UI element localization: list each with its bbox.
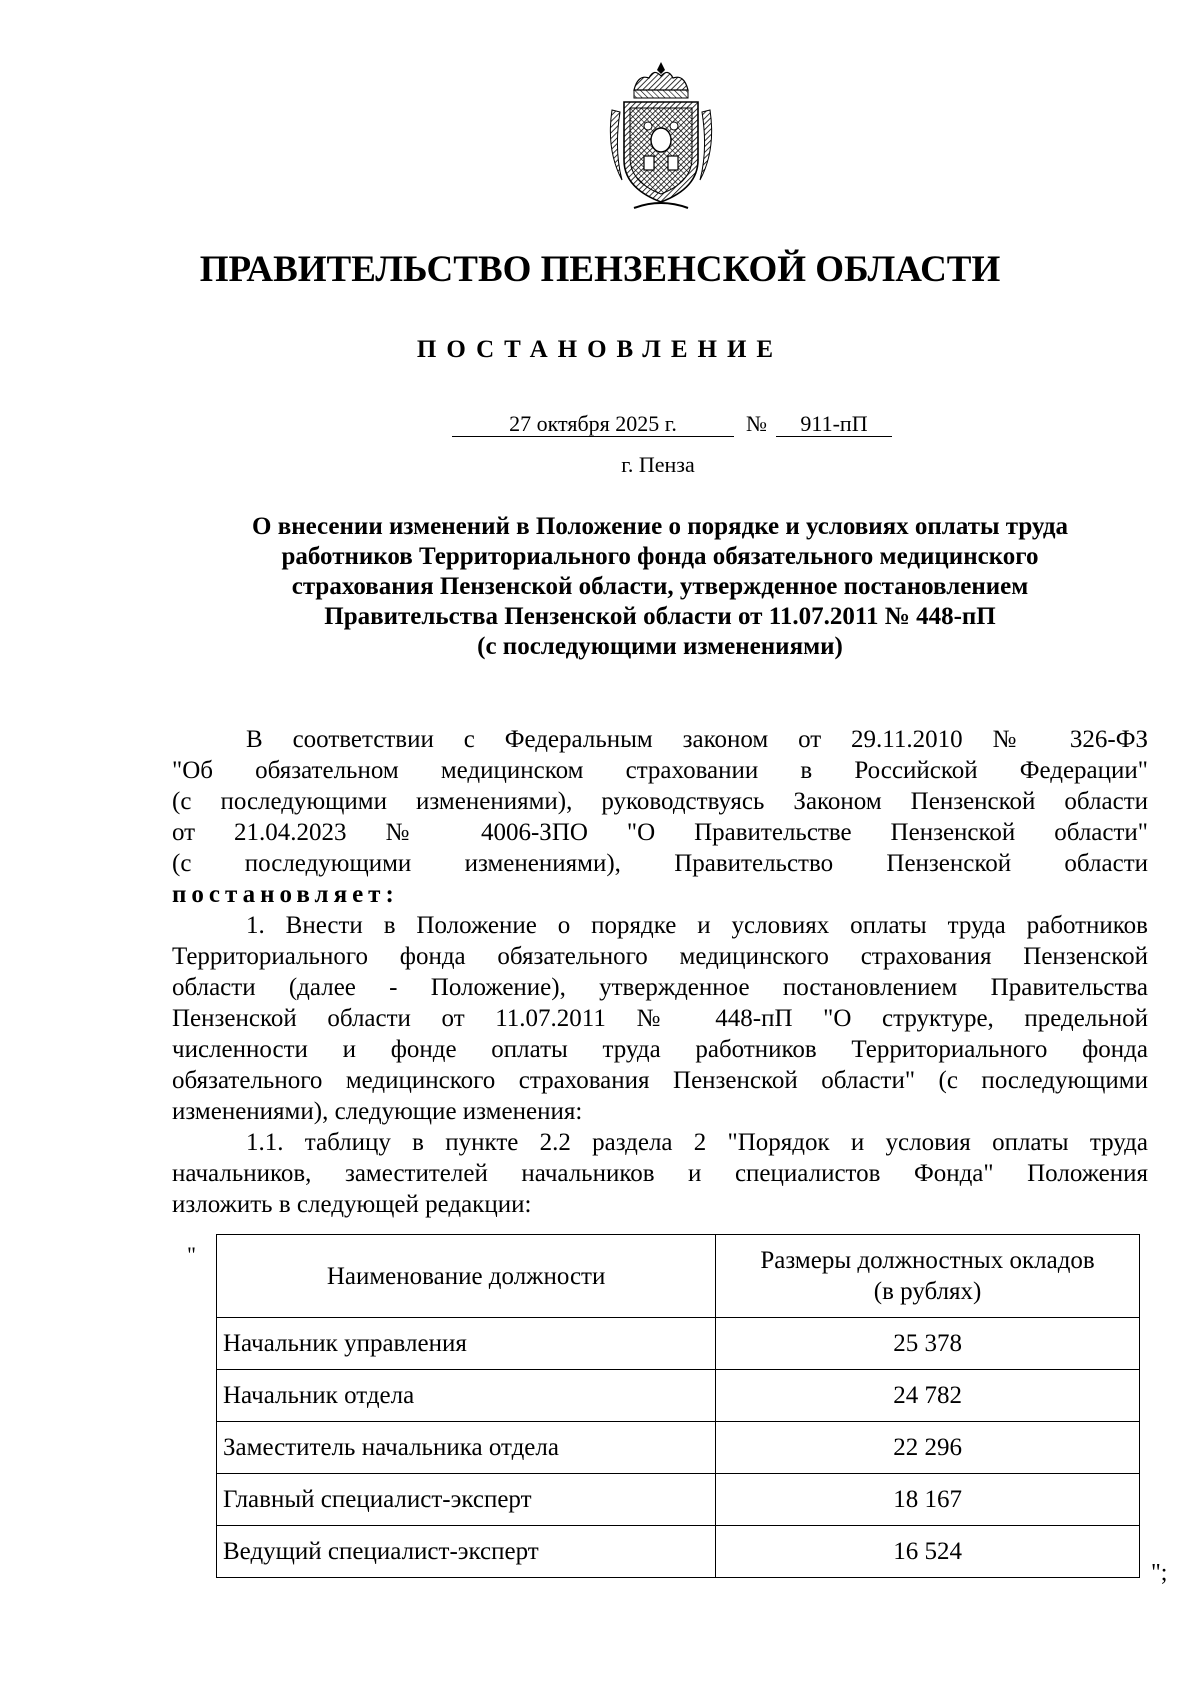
table-row [217, 1318, 1140, 1370]
number-sign: № [746, 411, 767, 436]
coat-of-arms-icon [604, 60, 718, 210]
decree-word [172, 879, 1148, 910]
body-line: (с последующими изменениями), Правительство Пензенской области [172, 850, 1148, 877]
body-line: Пензенской области от 11.07.2011 № 448-пП "О структуре, предельной [172, 1005, 1148, 1032]
body-line: изменениями), следующие изменения: [172, 1098, 583, 1125]
header-position: Наименование должности [217, 1235, 716, 1318]
body-line: (с последующими изменениями), руководствуясь Законом Пензенской области [172, 788, 1148, 815]
table-row [217, 1422, 1140, 1474]
subject-line: работников Территориального фонда обязательного медицинского [281, 543, 1039, 570]
header-salary [716, 1235, 1140, 1318]
body-line: В соответствии с Федеральным законом от 29.11.2010 № 326-ФЗ [246, 726, 1148, 753]
salary-cell: 18 167 [716, 1474, 1140, 1526]
document-type-title: ПОСТАНОВЛЕНИЕ [416, 336, 784, 363]
body-line: обязательного медицинского страхования Пензенской области" (с последующими [172, 1067, 1148, 1094]
body-line: численности и фонде оплаты труда работников Территориального фонда [172, 1036, 1148, 1063]
subject-line: страхования Пензенской области, утвержденное постановлением [291, 573, 1029, 600]
item-1-paragraph [172, 910, 1148, 1127]
position-cell: Главный специалист-эксперт [217, 1474, 716, 1526]
body-line: 1. Внести в Положение о порядке и условиях оплаты труда работников [246, 912, 1148, 939]
table-row [217, 1474, 1140, 1526]
table-row [217, 1526, 1140, 1578]
document-subject [150, 512, 1170, 662]
table-quote-open: " [187, 1242, 196, 1267]
body-line: начальников, заместителей начальников и специалистов Фонда" Положения [172, 1160, 1148, 1187]
document-city: г. Пенза [621, 452, 695, 477]
decree-word-text: постановляет: [172, 881, 399, 908]
table-row [217, 1370, 1140, 1422]
salary-cell: 24 782 [716, 1370, 1140, 1422]
position-cell: Заместитель начальника отдела [217, 1422, 716, 1474]
subject-line: О внесении изменений в Положение о порядке и условиях оплаты труда [252, 513, 1068, 540]
document-body [172, 724, 1148, 1220]
body-line: "Об обязательном медицинском страховании в Российской Федерации" [172, 757, 1148, 784]
body-line: области (далее - Положение), утвержденное постановлением Правительства [172, 974, 1148, 1001]
position-cell: Начальник управления [217, 1318, 716, 1370]
table-quote-close: "; [1151, 1560, 1168, 1586]
header-salary-text: Размеры должностных окладов (в рублях) [760, 1247, 1095, 1305]
government-title: ПРАВИТЕЛЬСТВО ПЕНЗЕНСКОЙ ОБЛАСТИ [199, 249, 1001, 290]
preamble-paragraph [172, 724, 1148, 910]
document-number: 911-пП [776, 412, 892, 437]
salary-cell: 16 524 [716, 1526, 1140, 1578]
subject-line: Правительства Пензенской области от 11.07.2011 № 448-пП [324, 603, 996, 630]
position-cell: Ведущий специалист-эксперт [217, 1526, 716, 1578]
document-date: 27 октября 2025 г. [452, 412, 734, 437]
body-line: от 21.04.2023 № 4006-ЗПО "О Правительстве Пензенской области" [172, 819, 1148, 846]
subject-line: (с последующими изменениями) [477, 633, 843, 660]
body-line: изложить в следующей редакции: [172, 1191, 532, 1218]
salary-table [216, 1234, 1140, 1578]
table-header-row [217, 1235, 1140, 1318]
salary-cell: 25 378 [716, 1318, 1140, 1370]
body-line: 1.1. таблицу в пункте 2.2 раздела 2 "Порядок и условия оплаты труда [246, 1129, 1148, 1156]
item-1-1-paragraph [172, 1127, 1148, 1220]
body-line: Территориального фонда обязательного медицинского страхования Пензенской [172, 943, 1148, 970]
salary-cell: 22 296 [716, 1422, 1140, 1474]
position-cell: Начальник отдела [217, 1370, 716, 1422]
